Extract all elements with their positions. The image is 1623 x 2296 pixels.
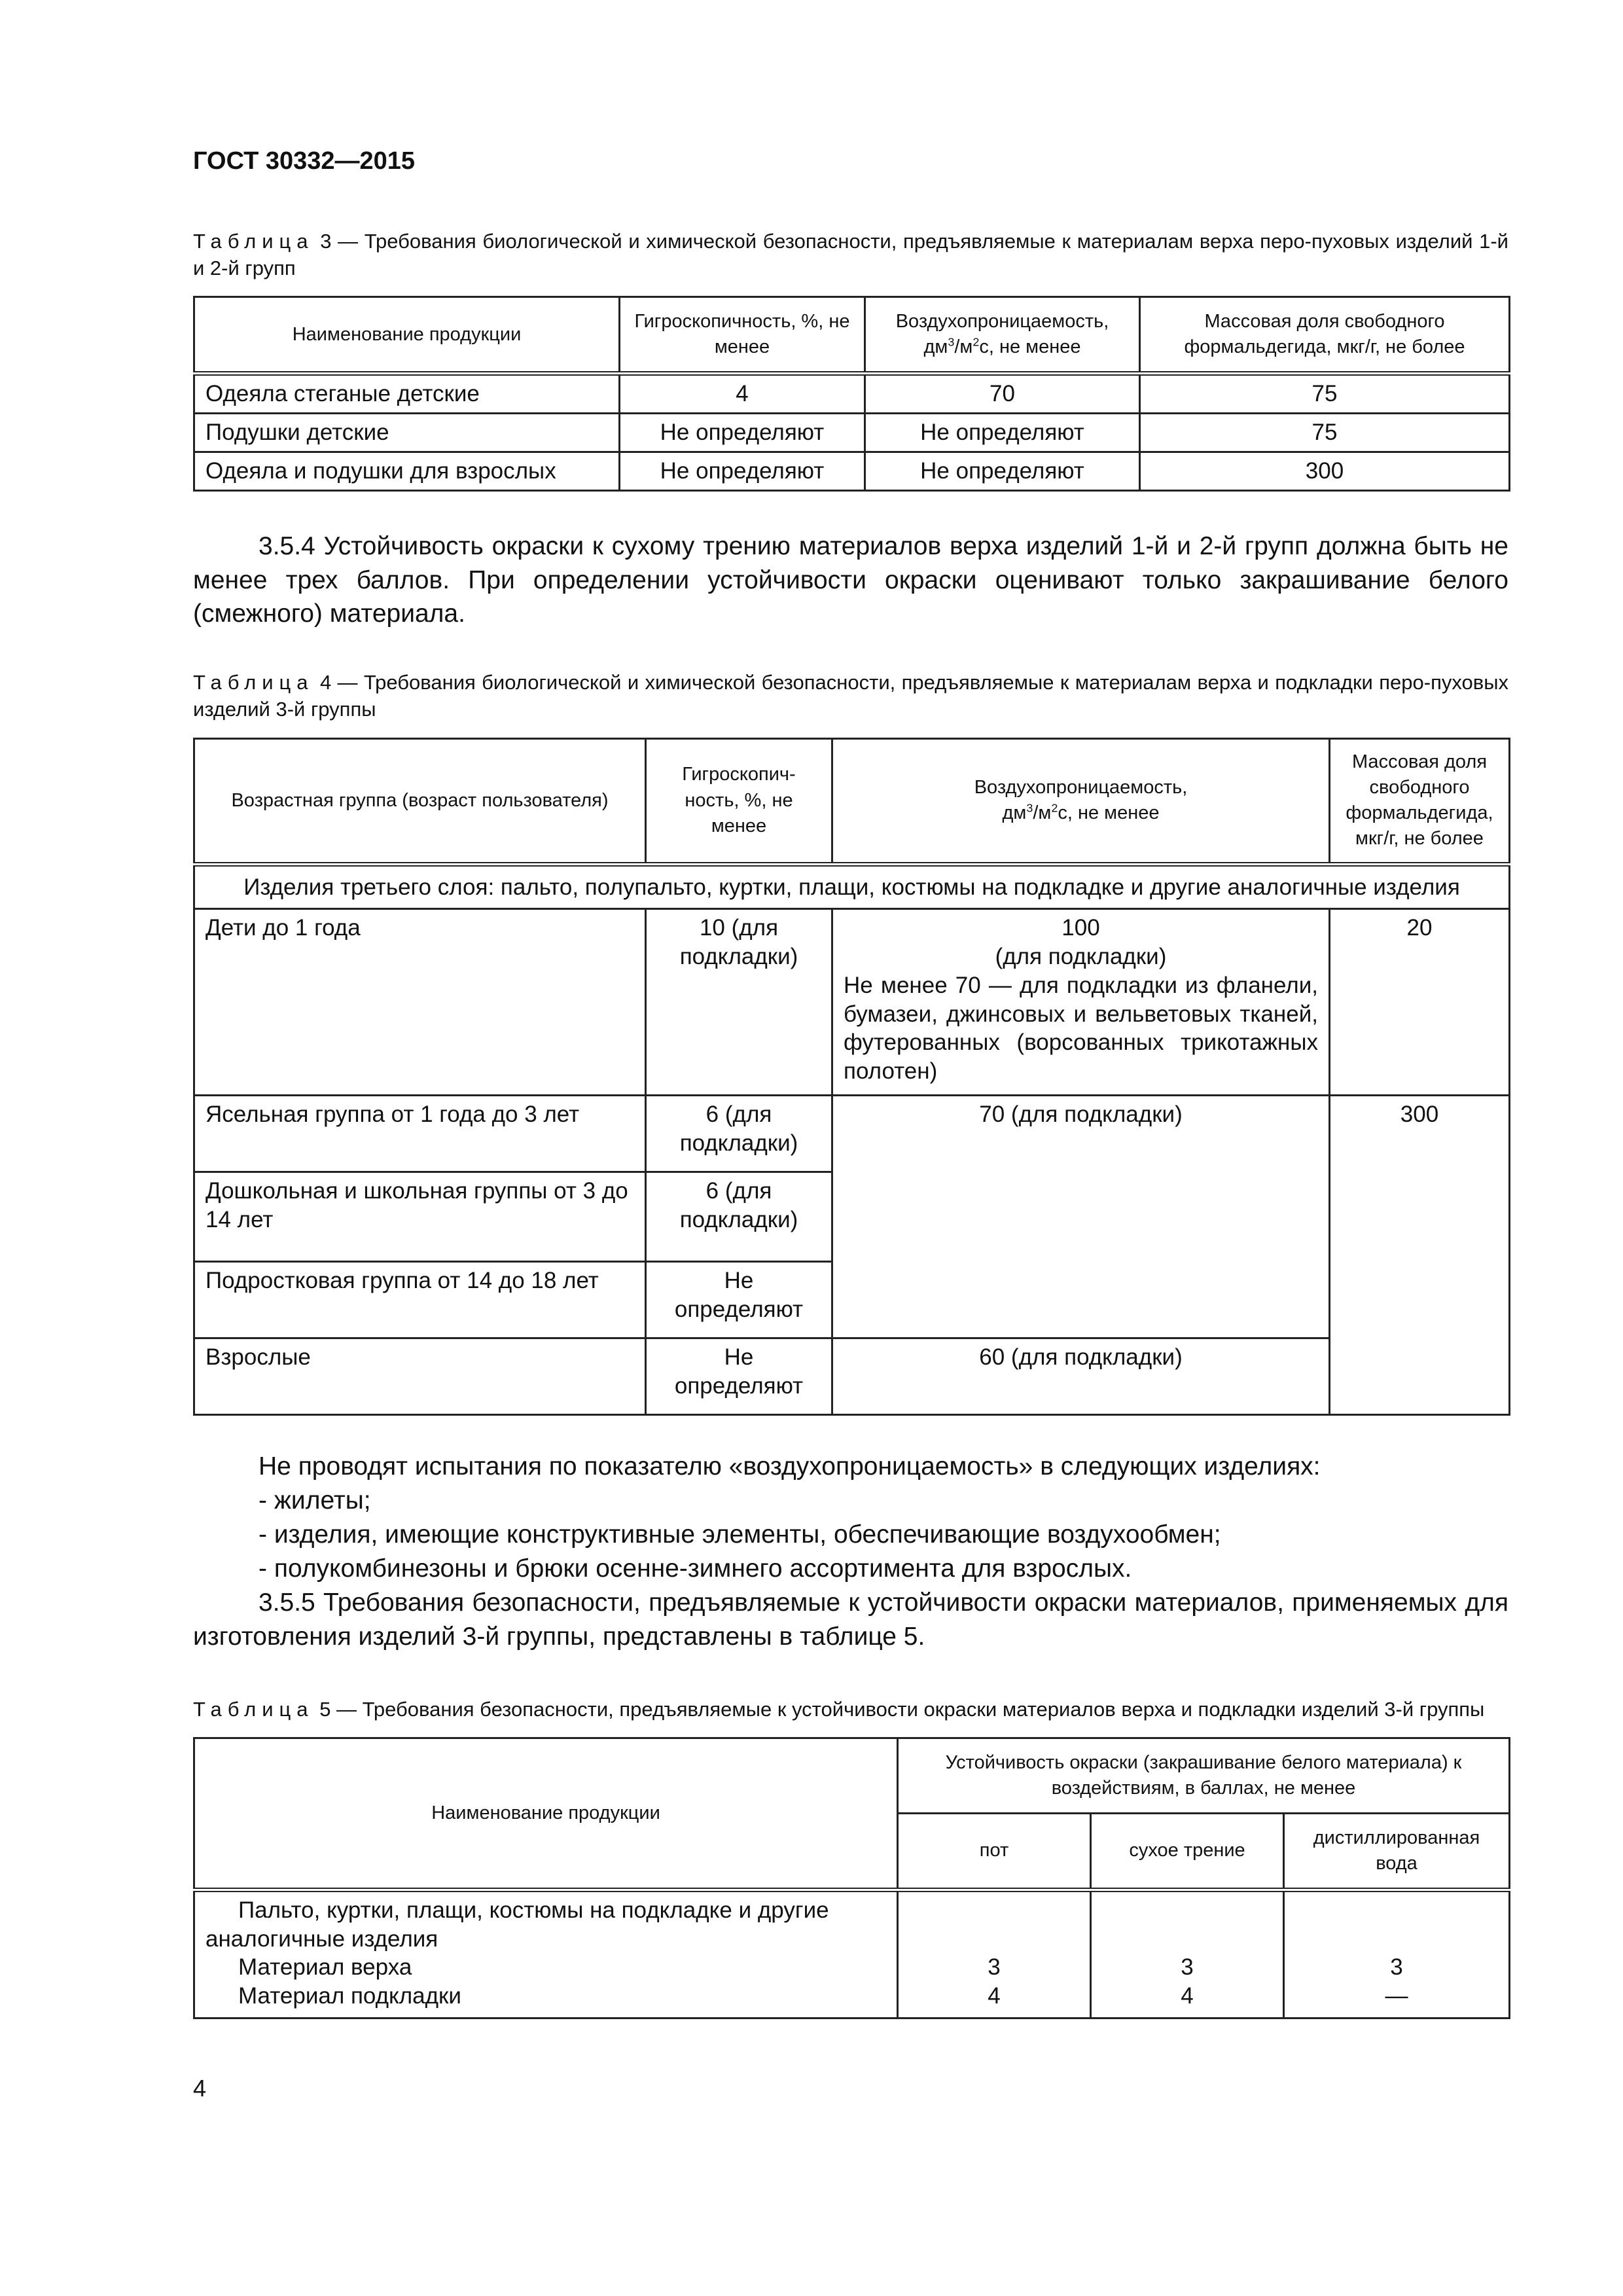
table4-air-note: (для подкладки) [995,944,1167,970]
table3-header-formaldehyde: Массовая доля свободного формальдегида, мкг/г, не более [1140,297,1510,374]
table-row [194,1096,1510,1172]
table4-label: Таблица [193,671,314,694]
table-cell: Дошкольная и школьная группы от 3 до 14 лет [194,1172,646,1262]
table-cell: 4 [620,374,865,414]
paragraph-3-5-4-text: 3.5.4 Устойчивость окраски к сухому трению материалов верха изделий 1-й и 2-й групп должна быть не менее трех баллов. При определении устойчивости окраски оценивают только закрашивание белого (смежного) материала. [193,531,1508,628]
table3-header-hygro: Гигроскопичность, %, не менее [620,297,865,374]
table-row [194,374,1510,414]
table4-caption [193,669,1508,723]
table-cell: 6 (для подкладки) [646,1096,832,1172]
table-cell: 75 [1140,374,1510,414]
table-cell: Не определяют [620,452,865,490]
table4-air-exception: Не менее 70 — для подкладки из фланели, бумазеи, джинсовых и вельветовых тканей, футерованных (ворсованных трикотажных полотен) [844,972,1318,1085]
table4-caption-text: 4 — Требования биологической и химической безопасности, предъявляемые к материалам верха и подкладки перо-пуховых изделий 3-й группы [193,671,1508,721]
table-cell: Ясельная группа от 1 года до 3 лет [194,1096,646,1172]
table-cell: 10 (для подкладки) [646,909,832,1096]
table-row [194,1338,1510,1415]
document-page [193,147,1508,2019]
paragraph-3-5-5-text: 3.5.5 Требования безопасности, предъявляемые к устойчивости окраски материалов, применяемых для изготовления изделий 3-й группы, представлены в таблице 5. [193,1588,1508,1651]
table3 [193,296,1510,491]
list-item: - жилеты; [259,1486,371,1515]
document-header: ГОСТ 30332—2015 [193,147,416,175]
table-cell: Не определяют [865,414,1140,452]
table5-product-top: Материал верха [238,1954,412,1981]
table5-product-lining: Материал подкладки [238,1983,461,2009]
table3-header-product: Наименование продукции [194,297,620,374]
table-row [194,909,1510,1096]
table5-value: — [1385,1983,1408,2009]
table5-value: 3 [988,1954,1001,1981]
table-row [194,452,1510,490]
table4 [193,738,1510,1416]
table5-value: 3 [1181,1954,1194,1981]
table4-section-row [194,864,1510,909]
table-cell: 300 [1140,452,1510,490]
table5-value: 3 [1390,1954,1403,1981]
table4-header-formaldehyde: Массовая доля свободного формальдегида, мкг/г, не более [1330,738,1510,864]
table-cell: 20 [1330,909,1510,1096]
table5-header-row [194,1738,1510,1813]
table5-caption [193,1696,1508,1723]
table4-header-hygro: Гигроскопич-ность, %, не менее [646,738,832,864]
table5-label: Таблица [193,1697,314,1721]
table3-header-air: Воздухопроницаемость, $дм^3/м^2с$, не менее [865,297,1140,374]
table-cell [194,1890,898,2018]
table-cell: Не определяют [620,414,865,452]
table5-subheader-water: дистиллированная вода [1284,1813,1510,1890]
table-cell: 300 [1330,1096,1510,1415]
table5 [193,1737,1510,2019]
table-cell: Дети до 1 года [194,909,646,1096]
list-item: - изделия, имеющие конструктивные элементы, обеспечивающие воздухообмен; [259,1520,1221,1549]
list-item: - полукомбинезоны и брюки осенне-зимнего ассортимента для взрослых. [259,1554,1132,1583]
table3-caption-text: 3 — Требования биологической и химической безопасности, предъявляемые к материалам верха перо-пуховых изделий 1-й и 2-й групп [193,230,1508,280]
page-number: 4 [193,2075,207,2102]
table5-header-group: Устойчивость окраски (закрашивание белого материала) к воздействиям, в баллах, не менее [898,1738,1510,1813]
table5-header-product: Наименование продукции [194,1738,898,1890]
table-cell [898,1890,1091,2018]
table-cell: Подростковая группа от 14 до 18 лет [194,1262,646,1338]
list-intro: Не проводят испытания по показателю «воздухопроницаемость» в следующих изделиях: [259,1452,1321,1481]
table-cell: 70 (для подкладки) [832,1096,1330,1338]
table3-caption [193,228,1508,281]
table-cell [1284,1890,1510,2018]
table-cell: 70 [865,374,1140,414]
table-cell: Не определяют [646,1262,832,1338]
paragraph-3-5-4 [193,529,1508,632]
table3-header-row [194,297,1510,374]
table-cell: Взрослые [194,1338,646,1415]
table3-label: Таблица [193,230,314,253]
table5-subheader-dry-rub: сухое трение [1091,1813,1284,1890]
table4-section: Изделия третьего слоя: пальто, полупальто, куртки, плащи, костюмы на подкладке и другие аналогичные изделия [194,864,1510,909]
table-cell: Подушки детские [194,414,620,452]
table-cell: Не определяют [646,1338,832,1415]
table-cell: 6 (для подкладки) [646,1172,832,1262]
table4-header-row [194,738,1510,864]
table-cell [1091,1890,1284,2018]
table4-air-value: 100 [1061,915,1100,941]
table5-product-group: Пальто, куртки, плащи, костюмы на подкладке и другие аналогичные изделия [205,1897,829,1952]
table-cell: Не определяют [865,452,1140,490]
table-cell: Одеяла стеганые детские [194,374,620,414]
table-cell [832,909,1330,1096]
table5-caption-text: 5 — Требования безопасности, предъявляемые к устойчивости окраски материалов верха и подкладки изделий 3-й группы [319,1697,1485,1721]
table4-header-air: Воздухопроницаемость, $дм^3/м^2с$, не менее [832,738,1330,864]
table5-subheader-sweat: пот [898,1813,1091,1890]
table-cell: 60 (для подкладки) [832,1338,1330,1415]
table5-value: 4 [1181,1983,1194,2009]
table-row [194,1890,1510,2018]
table-cell: 75 [1140,414,1510,452]
table5-value: 4 [988,1983,1001,2009]
table4-header-age: Возрастная группа (возраст пользователя) [194,738,646,864]
table-row [194,414,1510,452]
exclusion-list [193,1450,1508,1585]
paragraph-3-5-5 [193,1586,1508,1654]
table-cell: Одеяла и подушки для взрослых [194,452,620,490]
